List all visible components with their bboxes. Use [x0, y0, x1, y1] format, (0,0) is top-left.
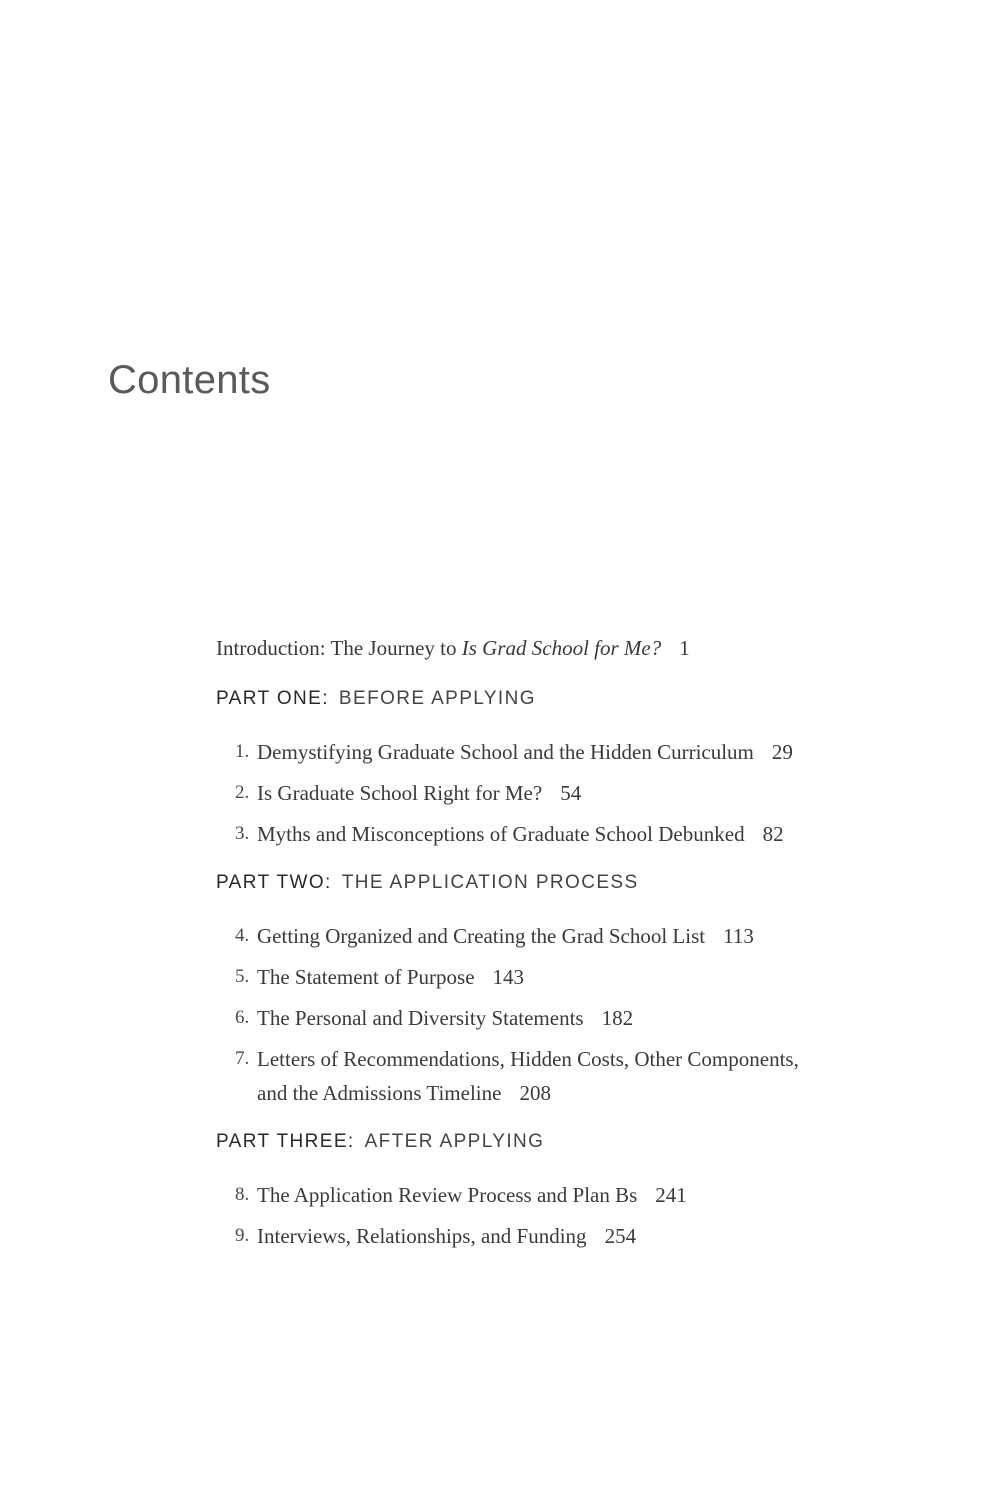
introduction-title-prefix: Introduction: The Journey to	[216, 636, 462, 660]
part-two-label: PART TWO:	[216, 872, 332, 893]
chapter-title: Getting Organized and Creating the Grad School List	[257, 924, 706, 948]
introduction-title-italic: Is Grad School for Me?	[461, 636, 662, 660]
chapter-title: Demystifying Graduate School and the Hidden Curriculum	[257, 740, 754, 764]
chapter-page-number: 208	[519, 1081, 551, 1105]
toc-entry-chapter-7[interactable]	[216, 1042, 916, 1110]
toc-entry-chapter-8[interactable]	[216, 1178, 916, 1212]
chapter-number: 8.	[235, 1184, 250, 1205]
toc-entry-chapter-1[interactable]	[216, 735, 916, 769]
chapter-page-number: 54	[560, 781, 582, 805]
chapter-number: 4.	[235, 925, 250, 946]
part-two-section	[216, 869, 916, 1110]
toc-entry-chapter-9[interactable]	[216, 1219, 916, 1253]
chapter-number: 3.	[235, 823, 250, 844]
chapter-title: The Statement of Purpose	[257, 965, 475, 989]
chapter-page-number: 182	[601, 1006, 634, 1030]
chapter-title: Myths and Misconceptions of Graduate School Debunked	[257, 822, 745, 846]
chapter-page-number: 113	[723, 924, 754, 948]
chapter-page-number: 82	[762, 822, 784, 846]
chapter-title: Is Graduate School Right for Me?	[257, 781, 543, 805]
part-three-name: AFTER APPLYING	[364, 1131, 545, 1152]
chapter-page-number: 241	[655, 1183, 687, 1207]
part-one-section	[216, 685, 916, 851]
table-of-contents	[216, 632, 916, 1271]
chapter-number: 5.	[235, 966, 250, 987]
chapter-number: 2.	[235, 782, 250, 803]
part-three-section	[216, 1128, 916, 1253]
chapter-number: 9.	[235, 1225, 250, 1246]
toc-entry-chapter-5[interactable]	[216, 960, 916, 994]
part-three-label: PART THREE:	[216, 1131, 355, 1152]
chapter-title: Interviews, Relationships, and Funding	[257, 1224, 587, 1248]
chapter-title: Letters of Recommendations, Hidden Costs, Other Components, and the Admissions Timeline	[257, 1047, 799, 1105]
introduction-page-number: 1	[679, 636, 690, 660]
chapter-number: 1.	[235, 741, 250, 762]
part-one-name: BEFORE APPLYING	[338, 688, 536, 709]
toc-entry-introduction[interactable]	[216, 632, 916, 665]
part-two-heading	[216, 869, 916, 897]
chapter-title: The Application Review Process and Plan Bs	[257, 1183, 638, 1207]
chapter-page-number: 143	[492, 965, 525, 989]
part-three-heading	[216, 1128, 916, 1156]
toc-entry-chapter-3[interactable]	[216, 817, 916, 851]
toc-entry-chapter-4[interactable]	[216, 919, 916, 953]
part-one-label: PART ONE:	[216, 688, 329, 709]
toc-entry-chapter-6[interactable]	[216, 1001, 916, 1035]
chapter-page-number: 29	[771, 740, 793, 764]
chapter-number: 6.	[235, 1007, 250, 1028]
part-one-heading	[216, 685, 916, 713]
page-title: Contents	[108, 358, 271, 402]
toc-entry-chapter-2[interactable]	[216, 776, 916, 810]
part-two-name: THE APPLICATION PROCESS	[341, 872, 639, 893]
chapter-title: The Personal and Diversity Statements	[257, 1006, 584, 1030]
chapter-number: 7.	[235, 1048, 250, 1069]
chapter-page-number: 254	[604, 1224, 637, 1248]
